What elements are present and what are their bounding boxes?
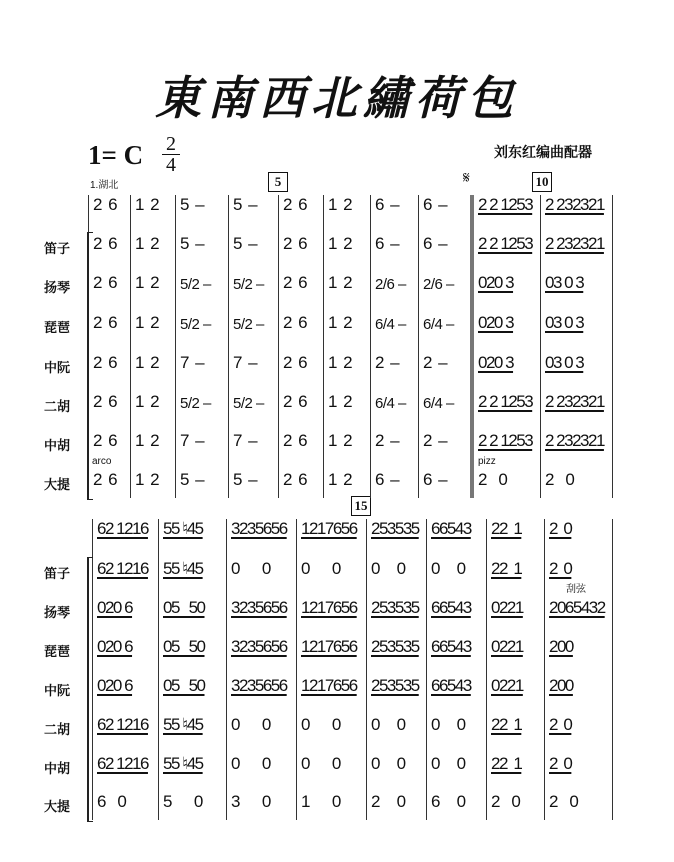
chord-measure: 5/2 – [233, 395, 264, 412]
part-measure: 2 0 [478, 470, 509, 489]
part-measure: 1 2 [135, 273, 161, 292]
part-measure: 3235656 [231, 676, 287, 695]
part-measure: 1 2 [328, 273, 354, 292]
segno-icon: 𝄋 [463, 170, 470, 187]
time-bottom: 4 [162, 154, 180, 175]
instrument-label: 笛子 [44, 242, 71, 257]
part-measure: 2 232321 [545, 392, 604, 411]
part-measure: 0221 [491, 598, 523, 617]
part-measure: 2 6 [283, 234, 309, 253]
part-measure: 5 – [233, 470, 259, 489]
part-measure: 2 6 [283, 392, 309, 411]
part-measure: 7 – [233, 431, 259, 450]
part-measure: 1 0 [301, 792, 342, 811]
chord-measure: 5/2 – [233, 276, 264, 293]
time-top: 2 [166, 133, 176, 155]
part-measure: 6 – [423, 234, 449, 253]
section-label: 1.湖北 [90, 180, 119, 191]
instrument-label: 中阮 [44, 361, 71, 376]
part-measure: 1 2 [135, 353, 161, 372]
part-measure: 200 [549, 676, 573, 695]
melody-measure: 1 2 [135, 195, 161, 214]
instrument-label: 大提 [44, 800, 71, 815]
part-measure: 2 – [423, 431, 449, 450]
part-measure: 1 2 [328, 392, 354, 411]
barline [470, 195, 474, 498]
barline [130, 195, 131, 498]
rehearsal-mark-15: 15 [351, 496, 371, 516]
part-measure: 03 0 3 [545, 273, 584, 292]
part-measure: 253535 [371, 598, 419, 617]
barline [544, 519, 545, 820]
part-measure: 020 3 [478, 313, 514, 332]
instrument-label: 二胡 [44, 400, 71, 415]
part-measure: 1 2 [328, 431, 354, 450]
melody-measure: 1 2 [328, 195, 354, 214]
part-measure: 0 0 [231, 715, 272, 734]
part-measure: 2 6 [283, 273, 309, 292]
melody-measure: 1217656 [301, 519, 357, 538]
barline [175, 195, 176, 498]
part-measure: 0 0 [301, 559, 342, 578]
part-measure: 1217656 [301, 637, 357, 656]
part-measure: 020 3 [478, 273, 514, 292]
part-measure: 5 – [180, 470, 206, 489]
part-measure: 2 2 1253 [478, 431, 533, 450]
barline [366, 519, 367, 820]
melody-measure: 253535 [371, 519, 419, 538]
instrument-bracket [87, 557, 93, 822]
melody-measure: 6 – [423, 195, 449, 214]
part-measure: 1217656 [301, 676, 357, 695]
melody-measure: 2 6 [93, 195, 119, 214]
part-measure: 55 ♮45 [163, 754, 203, 773]
part-measure: 2 0 [549, 792, 580, 811]
part-measure: 66543 [431, 676, 471, 695]
part-measure: 6 – [423, 470, 449, 489]
melody-measure: 6 – [375, 195, 401, 214]
chord-measure: 6/4 – [375, 316, 406, 333]
part-measure: 2 6 [93, 273, 119, 292]
part-measure: 2 0 [549, 715, 572, 734]
barline [540, 195, 541, 498]
melody-measure: 5 – [233, 195, 259, 214]
part-measure: 2 2 1253 [478, 234, 533, 253]
melody-measure: 2 2 1253 [478, 195, 533, 214]
part-measure: 2 6 [93, 431, 119, 450]
barline [226, 519, 227, 820]
part-measure: 2 6 [93, 470, 119, 489]
melody-measure: 2 0 [549, 519, 572, 538]
part-measure: 05 50 [163, 676, 205, 695]
part-measure: 03 0 3 [545, 313, 584, 332]
part-measure: 020 6 [97, 598, 133, 617]
part-measure: 2 6 [93, 234, 119, 253]
chord-measure: 2/6 – [375, 276, 406, 293]
barline [228, 195, 229, 498]
part-measure: 020 3 [478, 353, 514, 372]
part-measure: 1 2 [328, 234, 354, 253]
part-measure: 22 1 [491, 754, 522, 773]
pizz-marking: pizz [478, 456, 496, 467]
chord-measure: 6/4 – [423, 395, 454, 412]
rehearsal-mark-5: 5 [268, 172, 288, 192]
chord-measure: 5/2 – [180, 395, 211, 412]
part-measure: 2 232321 [545, 431, 604, 450]
instrument-label: 中阮 [44, 684, 71, 699]
instrument-label: 中胡 [44, 439, 71, 454]
part-measure: 6 0 [97, 792, 128, 811]
part-measure: 0 0 [231, 754, 272, 773]
melody-measure: 3235656 [231, 519, 287, 538]
part-measure: 2 0 [549, 559, 572, 578]
melody-measure: 62 1216 [97, 519, 148, 538]
part-measure: 2 6 [283, 313, 309, 332]
melody-measure: 22 1 [491, 519, 522, 538]
part-measure: 62 1216 [97, 754, 148, 773]
part-measure: 6 – [375, 470, 401, 489]
part-measure: 2 232321 [545, 234, 604, 253]
instrument-label: 扬琴 [44, 281, 71, 296]
arco-marking: arco [92, 456, 112, 467]
part-measure: 2 2 1253 [478, 392, 533, 411]
barline [296, 519, 297, 820]
part-measure: 7 – [180, 431, 206, 450]
part-measure: 2 6 [93, 313, 119, 332]
part-measure: 0221 [491, 676, 523, 695]
part-measure: 200 [549, 637, 573, 656]
part-measure: 2 – [375, 353, 401, 372]
part-measure: 1 2 [135, 313, 161, 332]
instrument-label: 中胡 [44, 762, 71, 777]
part-measure: 2 – [423, 353, 449, 372]
part-measure: 66543 [431, 637, 471, 656]
part-measure: 0 0 [231, 559, 272, 578]
instrument-label: 二胡 [44, 723, 71, 738]
barline [612, 195, 613, 498]
melody-measure: 2 232321 [545, 195, 604, 214]
part-measure: 2065432 [549, 598, 605, 617]
instrument-label: 琵琶 [44, 645, 71, 660]
part-measure: 2 6 [283, 353, 309, 372]
part-measure: 2 6 [93, 392, 119, 411]
part-measure: 253535 [371, 637, 419, 656]
part-measure: 0 0 [371, 715, 407, 734]
barline [370, 195, 371, 498]
chord-measure: 5/2 – [233, 316, 264, 333]
part-measure: 05 50 [163, 598, 205, 617]
barline [418, 195, 419, 498]
part-measure: 2 0 [545, 470, 576, 489]
part-measure: 2 0 [549, 754, 572, 773]
part-measure: 2 – [375, 431, 401, 450]
part-measure: 6 – [375, 234, 401, 253]
part-measure: 0 0 [371, 754, 407, 773]
instrument-label: 扬琴 [44, 606, 71, 621]
part-measure: 1217656 [301, 598, 357, 617]
part-measure: 1 2 [135, 431, 161, 450]
part-measure: 0 0 [431, 715, 467, 734]
barline [426, 519, 427, 820]
part-measure: 020 6 [97, 637, 133, 656]
part-measure: 6 0 [431, 792, 467, 811]
barline [323, 195, 324, 498]
instrument-label: 大提 [44, 478, 71, 493]
score-title: 東南西北繡荷包 [155, 71, 519, 125]
key-signature: 1= C [88, 140, 144, 170]
part-measure: 0 0 [301, 754, 342, 773]
part-measure: 2 0 [491, 792, 522, 811]
melody-measure: 55 ♮45 [163, 519, 203, 538]
part-measure: 3 0 [231, 792, 272, 811]
part-measure: 0 0 [431, 559, 467, 578]
part-measure: 3235656 [231, 598, 287, 617]
part-measure: 1 2 [328, 353, 354, 372]
barline [612, 519, 613, 820]
part-measure: 62 1216 [97, 715, 148, 734]
part-measure: 020 6 [97, 676, 133, 695]
time-signature [162, 134, 180, 175]
part-measure: 1 2 [135, 392, 161, 411]
part-measure: 2 6 [283, 470, 309, 489]
part-measure: 1 2 [135, 470, 161, 489]
part-measure: 22 1 [491, 715, 522, 734]
part-measure: 1 2 [135, 234, 161, 253]
part-measure: 2 0 [371, 792, 407, 811]
part-measure: 03 0 3 [545, 353, 584, 372]
part-measure: 55 ♮45 [163, 559, 203, 578]
barline [158, 519, 159, 820]
part-measure: 05 50 [163, 637, 205, 656]
part-measure: 0 0 [301, 715, 342, 734]
guaxian-marking: 刮弦 [566, 584, 586, 595]
part-measure: 3235656 [231, 637, 287, 656]
rehearsal-mark-10: 10 [532, 172, 552, 192]
chord-measure: 2/6 – [423, 276, 454, 293]
chord-measure: 5/2 – [180, 316, 211, 333]
part-measure: 253535 [371, 676, 419, 695]
part-measure: 62 1216 [97, 559, 148, 578]
part-measure: 55 ♮45 [163, 715, 203, 734]
part-measure: 7 – [233, 353, 259, 372]
part-measure: 5 0 [163, 792, 204, 811]
barline [486, 519, 487, 820]
chord-measure: 6/4 – [423, 316, 454, 333]
melody-measure: 2 6 [283, 195, 309, 214]
melody-measure: 5 – [180, 195, 206, 214]
chord-measure: 6/4 – [375, 395, 406, 412]
part-measure: 2 6 [93, 353, 119, 372]
arranger-credit: 刘东红编曲配器 [494, 145, 592, 161]
instrument-label: 琵琶 [44, 321, 71, 336]
part-measure: 22 1 [491, 559, 522, 578]
part-measure: 0 0 [371, 559, 407, 578]
melody-measure: 66543 [431, 519, 471, 538]
part-measure: 66543 [431, 598, 471, 617]
part-measure: 2 6 [283, 431, 309, 450]
part-measure: 5 – [180, 234, 206, 253]
instrument-label: 笛子 [44, 567, 71, 582]
part-measure: 1 2 [328, 470, 354, 489]
part-measure: 5 – [233, 234, 259, 253]
part-measure: 7 – [180, 353, 206, 372]
barline [278, 195, 279, 498]
part-measure: 0 0 [431, 754, 467, 773]
part-measure: 1 2 [328, 313, 354, 332]
part-measure: 0221 [491, 637, 523, 656]
chord-measure: 5/2 – [180, 276, 211, 293]
